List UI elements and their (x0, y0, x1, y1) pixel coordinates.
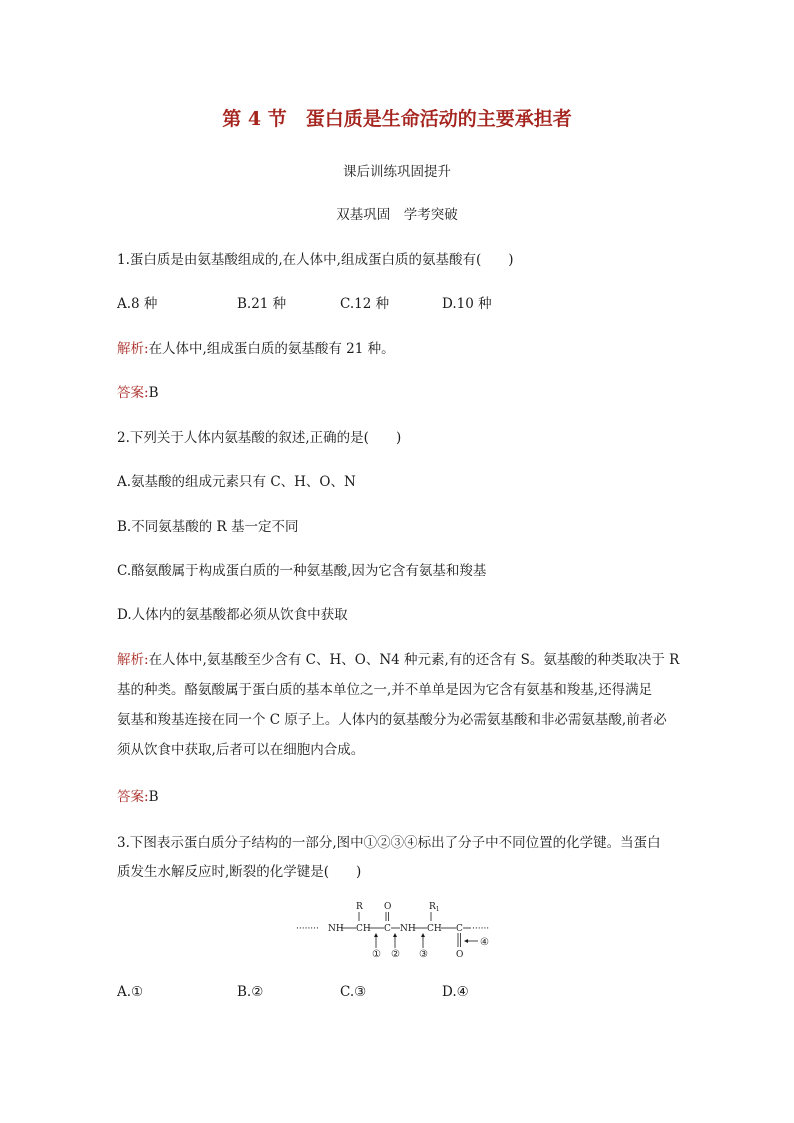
peptide-structure-figure (290, 895, 510, 965)
bond-label-4: ④ (480, 937, 489, 948)
answer-value: B (148, 385, 159, 401)
q2-option-b: B.不同氨基酸的 R 基一定不同 (117, 519, 299, 535)
q2-analysis-line-2: 基的种类。酪氨酸属于蛋白质的基本单位之一,并不单单是因为它含有氨基和羧基,还得满足 (117, 682, 653, 698)
r-group-2-subscript: 1 (435, 906, 440, 913)
q1-answer (117, 381, 158, 401)
r-group-2-letter: R (429, 902, 436, 912)
answer-label: 答案: (117, 385, 149, 401)
arrow-3-head (421, 933, 425, 937)
q2-analysis-line-1 (117, 648, 679, 668)
q2-stem: 2.下列关于人体内氨基酸的叙述,正确的是( ) (117, 430, 402, 446)
q3-option-c: C.③ (340, 984, 367, 1000)
carbonyl-c-1: C (384, 924, 391, 934)
oxygen-2: O (456, 950, 464, 960)
analysis-label: 解析: (117, 341, 149, 357)
bond-label-3: ③ (419, 949, 428, 960)
analysis-label: 解析: (117, 652, 149, 668)
q2-option-a: A.氨基酸的组成元素只有 C、H、O、N (117, 474, 356, 490)
arrow-1-head (374, 933, 378, 937)
q1-option-b: B.21 种 (237, 296, 287, 312)
q3-stem-line-1: 3.下图表示蛋白质分子结构的一部分,图中①②③④标出了分子中不同位置的化学键。当蛋白 (117, 835, 661, 851)
answer-label: 答案: (117, 789, 149, 805)
page-title: 第 4 节 蛋白质是生命活动的主要承担者 (222, 108, 572, 130)
arrow-4-head (464, 939, 468, 943)
section-heading: 双基巩固 学考突破 (336, 207, 458, 223)
carbonyl-c-2: C (456, 924, 463, 934)
q3-option-d: D.④ (442, 984, 469, 1000)
page-subtitle: 课后训练巩固提升 (343, 164, 451, 180)
q3-option-b: B.② (237, 984, 264, 1000)
arrow-2-head (393, 933, 397, 937)
q2-option-d: D.人体内的氨基酸都必须从饮食中获取 (117, 607, 348, 623)
dots-right: ······ (472, 924, 490, 934)
oxygen-1: O (384, 902, 392, 912)
q1-analysis (117, 337, 395, 357)
dots-left: ········ (296, 924, 319, 934)
q3-stem-line-2: 质发生水解反应时,断裂的化学键是( ) (117, 864, 362, 880)
q3-option-a: A.① (117, 984, 144, 1000)
ch-group-1: CH (356, 924, 371, 934)
r-group-2 (429, 902, 440, 913)
nh-group-1: NH (328, 924, 344, 934)
analysis-text: 在人体中,氨基酸至少含有 C、H、O、N4 种元素,有的还含有 S。氨基酸的种类取决于 R (148, 652, 680, 668)
bond-label-2: ② (391, 949, 400, 960)
q2-answer (117, 785, 158, 805)
q1-stem: 1.蛋白质是由氨基酸组成的,在人体中,组成蛋白质的氨基酸有( ) (117, 252, 514, 268)
q2-analysis-line-4: 须从饮食中获取,后者可以在细胞内合成。 (117, 742, 365, 758)
nh-group-2: NH (400, 924, 416, 934)
q2-analysis-line-3: 氨基和羧基连接在同一个 C 原子上。人体内的氨基酸分为必需氨基酸和非必需氨基酸,前者必 (117, 712, 667, 728)
q1-option-a: A.8 种 (117, 296, 158, 312)
answer-value: B (148, 789, 159, 805)
analysis-text: 在人体中,组成蛋白质的氨基酸有 21 种。 (148, 341, 395, 357)
bond-label-1: ① (372, 949, 381, 960)
q2-option-c: C.酪氨酸属于构成蛋白质的一种氨基酸,因为它含有氨基和羧基 (117, 563, 487, 579)
q1-option-d: D.10 种 (442, 296, 492, 312)
ch-group-2: CH (427, 924, 442, 934)
r-group-1: R (356, 902, 363, 912)
q1-option-c: C.12 种 (340, 296, 390, 312)
